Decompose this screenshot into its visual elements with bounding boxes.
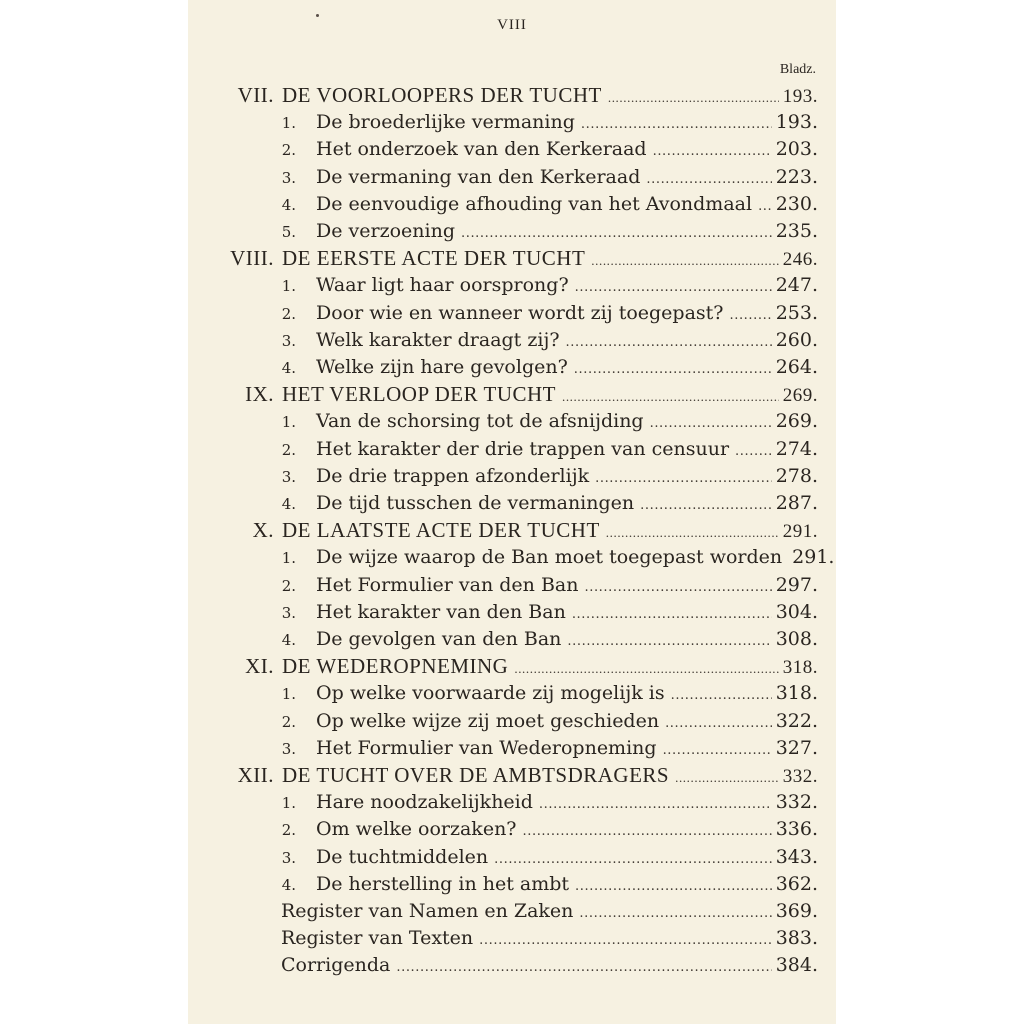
toc-section-entry <box>188 136 836 162</box>
entry-number: 2. <box>281 821 296 840</box>
entry-title: Het Formulier van den Ban <box>316 573 579 596</box>
dot-leader <box>735 439 772 462</box>
toc-chapter-entry <box>188 381 836 407</box>
entry-title: Welk karakter draagt zij? <box>316 328 560 351</box>
entry-page-number: 193. <box>782 86 818 107</box>
toc-section-entry <box>188 327 836 353</box>
dot-leader <box>494 847 772 870</box>
entry-title: De vermaning van den Kerkeraad <box>316 165 641 188</box>
entry-page-number: 247. <box>775 274 818 297</box>
dot-leader <box>562 384 779 407</box>
entry-number: VIII. <box>230 246 274 271</box>
entry-number: IX. <box>245 382 274 407</box>
entry-number: 4. <box>281 195 296 214</box>
toc-section-entry <box>188 218 836 244</box>
entry-title: DE WEDEROPNEMING <box>282 654 509 679</box>
entry-number: 3. <box>281 848 296 867</box>
entry-number: 3. <box>281 739 296 758</box>
entry-title: De verzoening <box>316 220 455 242</box>
entry-page-number: 269. <box>782 385 818 407</box>
entry-number: 3. <box>281 168 296 187</box>
entry-page-number: 343. <box>775 845 818 868</box>
dot-leader <box>579 901 771 924</box>
dot-leader <box>572 602 772 625</box>
page-column-label: Bladz. <box>779 62 816 77</box>
entry-number: VII. <box>237 83 274 107</box>
toc-section-entry <box>188 708 836 734</box>
dot-leader <box>650 411 772 434</box>
toc-section-entry <box>188 599 836 625</box>
entry-title: Het onderzoek van den Kerkeraad <box>316 138 647 161</box>
entry-number: 1. <box>281 114 296 133</box>
dot-leader <box>479 928 772 951</box>
entry-page-number: 291. <box>782 521 818 543</box>
dot-leader <box>575 275 772 298</box>
toc-section-entry <box>188 191 836 217</box>
entry-page-number: 235. <box>775 220 818 242</box>
entry-number: 3. <box>281 603 296 622</box>
entry-page-number: 308. <box>775 628 818 650</box>
entry-page-number: 318. <box>782 657 818 679</box>
entry-page-number: 318. <box>775 682 818 705</box>
entry-title: Waar ligt haar oorsprong? <box>316 274 569 297</box>
entry-number: 1. <box>281 685 296 704</box>
entry-title: HET VERLOOP DER TUCHT <box>282 382 556 407</box>
dot-leader <box>575 874 772 897</box>
dot-leader <box>581 112 772 135</box>
toc-section-entry <box>188 680 836 706</box>
dot-leader <box>567 629 771 652</box>
entry-title: De tuchtmiddelen <box>316 845 489 868</box>
entry-title: Het karakter der drie trappen van censuur <box>316 437 730 460</box>
entry-page-number: 193. <box>775 111 818 134</box>
entry-number: 3. <box>281 331 296 350</box>
entry-number: 2. <box>281 576 296 595</box>
entry-page-number: 322. <box>775 709 818 732</box>
toc-chapter-entry <box>188 82 836 108</box>
toc-section-entry <box>188 490 836 516</box>
entry-number: 1. <box>281 549 296 568</box>
entry-title: Het karakter van den Ban <box>316 600 566 623</box>
entry-page-number: 297. <box>775 573 818 596</box>
dot-leader <box>671 683 772 706</box>
entry-number: 4. <box>281 631 296 649</box>
entry-page-number: 264. <box>775 356 818 378</box>
entry-number: 3. <box>281 467 296 486</box>
entry-number: 1. <box>281 794 296 813</box>
toc-chapter-entry <box>188 245 836 271</box>
entry-page-number: 253. <box>775 301 818 324</box>
entry-title: De wijze waarop de Ban moet toegepast worden <box>316 546 783 569</box>
dot-leader <box>663 738 772 761</box>
entry-page-number: 260. <box>775 328 818 351</box>
dot-leader <box>514 656 778 679</box>
toc-section-entry <box>188 816 836 842</box>
entry-page-number: 384. <box>775 954 818 977</box>
toc-register-entry <box>188 952 836 978</box>
dot-leader <box>640 493 772 516</box>
entry-number: 5. <box>281 223 296 241</box>
entry-title: De eenvoudige afhouding van het Avondmaal <box>316 192 753 215</box>
toc-register-entry <box>188 898 836 924</box>
toc-section-entry <box>188 871 836 897</box>
entry-title: Om welke oorzaken? <box>316 818 517 841</box>
dot-leader <box>729 303 771 326</box>
entry-page-number: 223. <box>775 165 818 188</box>
toc-section-entry <box>188 572 836 598</box>
entry-number: X. <box>252 518 274 543</box>
entry-title: De herstelling in het ambt <box>316 872 570 895</box>
entry-title: DE TUCHT OVER DE AMBTSDRAGERS <box>282 763 670 787</box>
entry-title: DE LAATSTE ACTE DER TUCHT <box>282 518 600 543</box>
dot-leader <box>595 466 772 489</box>
entry-page-number: 332. <box>775 791 818 814</box>
entry-title: Register van Texten <box>281 927 474 950</box>
entry-page-number: 246. <box>782 249 818 271</box>
toc-section-entry <box>188 354 836 380</box>
entry-page-number: 336. <box>775 818 818 841</box>
toc-section-entry <box>188 463 836 489</box>
dot-leader <box>591 248 778 271</box>
dot-leader <box>606 520 779 543</box>
entry-number: 2. <box>281 304 296 323</box>
entry-page-number: 269. <box>775 410 818 433</box>
entry-number: 1. <box>281 413 296 432</box>
entry-number: 1. <box>281 277 296 296</box>
toc-register-entry <box>188 925 836 951</box>
entry-number: 4. <box>281 359 296 377</box>
toc-section-entry <box>188 408 836 434</box>
entry-title: De tijd tusschen de vermaningen <box>316 492 635 514</box>
entry-number: 4. <box>281 875 296 894</box>
dot-leader <box>608 85 779 108</box>
toc-section-entry <box>188 735 836 761</box>
dot-leader <box>646 167 771 190</box>
toc-section-entry <box>188 272 836 298</box>
toc-section-entry <box>188 544 836 570</box>
toc-chapter-entry <box>188 762 836 788</box>
dot-leader <box>574 357 772 380</box>
entry-page-number: 230. <box>775 192 818 215</box>
entry-page-number: 383. <box>775 927 818 950</box>
toc-section-entry <box>188 300 836 326</box>
entry-title: De broederlijke vermaning <box>316 111 575 134</box>
entry-number: 2. <box>281 141 296 160</box>
entry-title: De drie trappen afzonderlijk <box>316 464 590 487</box>
toc-section-entry <box>188 626 836 652</box>
entry-page-number: 278. <box>775 464 818 487</box>
toc-chapter-entry <box>188 653 836 679</box>
entry-page-number: 369. <box>775 900 818 922</box>
toc-section-entry <box>188 844 836 870</box>
dot-leader <box>758 194 772 217</box>
entry-title: Op welke voorwaarde zij mogelijk is <box>316 682 665 705</box>
dot-leader <box>665 711 772 734</box>
entry-title: Van de schorsing tot de afsnijding <box>316 410 644 433</box>
entry-number: 2. <box>281 712 296 731</box>
toc-section-entry <box>188 436 836 462</box>
entry-page-number: 362. <box>775 872 818 895</box>
dot-leader <box>584 575 771 598</box>
entry-title: Register van Namen en Zaken <box>281 900 574 922</box>
entry-title: Hare noodzakelijkheid <box>316 791 533 814</box>
dot-leader <box>653 139 772 162</box>
page-number: VIII <box>497 17 527 33</box>
entry-number: 4. <box>281 495 296 513</box>
dot-leader <box>461 221 772 244</box>
entry-page-number: 332. <box>782 766 818 787</box>
entry-page-number: 287. <box>775 492 818 514</box>
book-page <box>188 0 836 1024</box>
entry-number: 2. <box>281 440 296 459</box>
entry-title: Op welke wijze zij moet geschieden <box>316 709 660 732</box>
toc-chapter-entry <box>188 517 836 543</box>
toc-section-entry <box>188 109 836 135</box>
entry-title: Door wie en wanneer wordt zij toegepast? <box>316 301 724 324</box>
dot-leader <box>396 955 771 978</box>
entry-number: XII. <box>237 763 274 787</box>
dot-leader <box>675 765 779 788</box>
entry-title: De gevolgen van den Ban <box>316 628 562 650</box>
toc-section-entry <box>188 164 836 190</box>
entry-title: DE VOORLOOPERS DER TUCHT <box>282 83 602 107</box>
dot-leader <box>566 330 772 353</box>
entry-title: Welke zijn hare gevolgen? <box>316 356 568 378</box>
dot-leader <box>523 819 772 842</box>
entry-title: Het Formulier van Wederopneming <box>316 736 657 759</box>
entry-number: XI. <box>245 654 274 679</box>
entry-page-number: 203. <box>775 138 818 161</box>
entry-title: DE EERSTE ACTE DER TUCHT <box>282 246 586 271</box>
entry-page-number: 291. <box>792 546 835 569</box>
entry-page-number: 327. <box>775 736 818 759</box>
entry-title: Corrigenda <box>281 954 391 977</box>
dot-leader <box>539 792 772 815</box>
toc-section-entry <box>188 789 836 815</box>
entry-page-number: 274. <box>775 437 818 460</box>
entry-page-number: 304. <box>775 600 818 623</box>
